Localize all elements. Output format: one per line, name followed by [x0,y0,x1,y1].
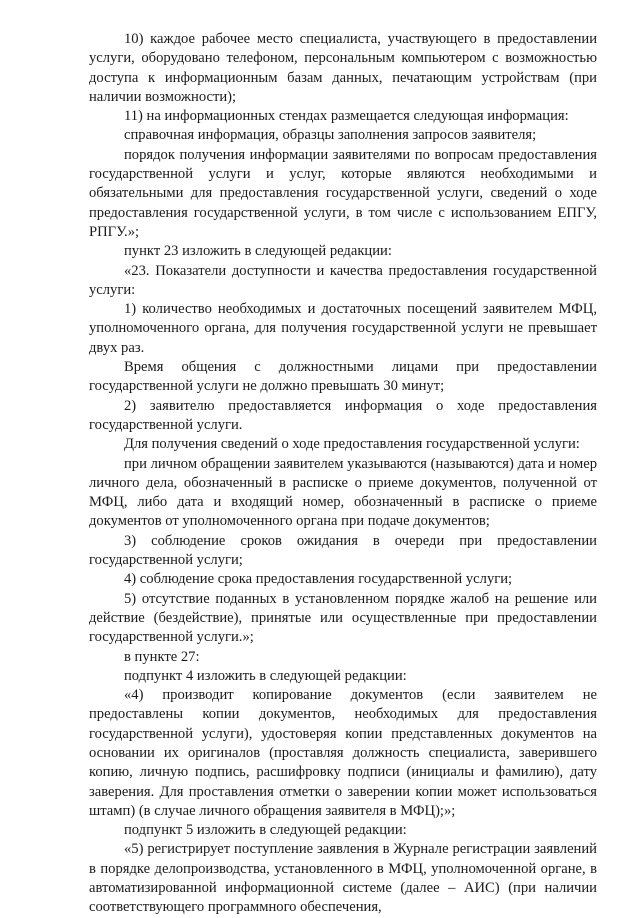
paragraph-23-heading: «23. Показатели доступности и качества предоставления государственной услуги: [89,262,597,298]
paragraph-sub5: «5) регистрирует поступление заявления в Журнале регистрации заявлений в порядке делопроизводства, установленного в МФЦ, уполномоченной органе, в автоматизированной информационной системе (далее – АИС) (при наличии соответствующего программного обеспечения, [89,841,597,916]
paragraph-info-procedure: порядок получения информации заявителями по вопросам предоставления государственной услуги и услуг, которые являются необходимыми и обязательными для предоставления государственной услуги, сведений о ходе предоставления государственной услуги, в том числе с использованием ЕПГУ, РПГУ.»; [89,146,597,240]
paragraph-23-1: 1) количество необходимых и достаточных посещений заявителем МФЦ, уполномоченного органа, для получения государственной услуги не превышает двух раз. [89,301,597,356]
paragraph-23-status: Для получения сведений о ходе предоставления государственной услуги: [124,436,580,453]
paragraph-item-10: 10) каждое рабочее место специалиста, участвующего в предоставлении услуги, оборудовано телефоном, персональным компьютером с возможностью доступа к информационным базам данных, печатающим устройствам (при наличии возможности); [89,31,597,105]
paragraph-23-3: 3) соблюдение сроков ожидания в очереди при предоставлении государственной услуги; [89,532,597,569]
paragraph-23-personal: при личном обращении заявителем указываются (называются) дата и номер личного дела, обозначенный в расписке о приеме документов, полученной от МФЦ, либо дата и входящий номер, обозначенный в расписке о приеме документов от уполномоченного органа при подаче документов; [89,455,598,530]
paragraph-amend-sub4: подпункт 4 изложить в следующей редакции: [124,667,407,684]
paragraph-23-5: 5) отсутствие поданных в установленном порядке жалоб на решение или действие (бездействие), принятые или осуществленные при предоставлении государственной услуги.»; [89,590,597,646]
paragraph-amend-23: пункт 23 изложить в следующей редакции: [124,243,392,260]
paragraph-stand-info: справочная информация, образцы заполнения запросов заявителя; [124,127,537,144]
paragraph-23-time: Время общения с должностными лицами при предоставлении государственной услуги не должно превышать 30 минут; [89,359,597,395]
paragraph-item-27: в пункте 27: [124,648,200,665]
paragraph-item-11: 11) на информационных стендах размещается следующая информация: [124,108,569,125]
paragraph-23-2: 2) заявителю предоставляется информация о ходе предоставления государственной услуги. [89,397,597,433]
document-body [89,30,597,918]
paragraph-amend-sub5: подпункт 5 изложить в следующей редакции: [124,822,407,839]
paragraph-23-4: 4) соблюдение срока предоставления государственной услуги; [124,571,513,588]
paragraph-sub4: «4) производит копирование документов (если заявителем не предоставлены копии документов, необходимых для предоставления государственной услуги), удостоверяя копии представленных документов на основании их оригиналов (проставляя должность специалиста, заверившего копию, личную подпись, расшифровку подписи (инициалы и фамилию), дату заверения. Для проставления отметки о заверении копии может использоваться штамп) (в случае личного обращения заявителя в МФЦ);»; [89,687,597,819]
